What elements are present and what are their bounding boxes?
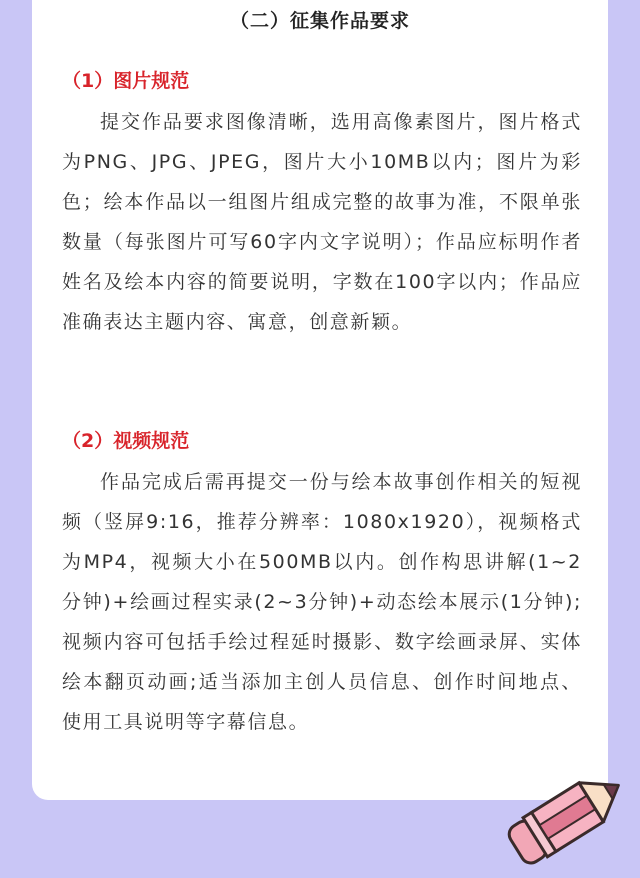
video-spec-title: （2）视频规范 bbox=[62, 430, 190, 452]
image-spec-title: （1）图片规范 bbox=[62, 70, 190, 92]
section-title: （二）征集作品要求 bbox=[229, 10, 410, 32]
image-spec-body: 提交作品要求图像清晰，选用高像素图片，图片格式为PNG、JPG、JPEG，图片大小10MB以内；图片为彩色；绘本作品以一组图片组成完整的故事为准，不限单张数量（每张图片可写60字内文字说明）；作品应标明作者姓名及绘本内容的简要说明，字数在100字以内；作品应准确表达主题内容、寓意，创意新颖。 bbox=[62, 111, 582, 333]
video-spec-body: 作品完成后需再提交一份与绘本故事创作相关的短视频（竖屏9:16，推荐分辨率：1080x1920），视频格式为MP4，视频大小在500MB以内。创作构思讲解(1~2分钟)+绘画过程实录(2~3分钟)+动态绘本展示(1分钟);视频内容可包括手绘过程延时摄影、数字绘画录屏、实体绘本翻页动画;适当添加主创人员信息、创作时间地点、使用工具说明等字幕信息。 bbox=[62, 471, 582, 733]
pencil-icon bbox=[500, 760, 635, 875]
content-card bbox=[32, 0, 608, 800]
